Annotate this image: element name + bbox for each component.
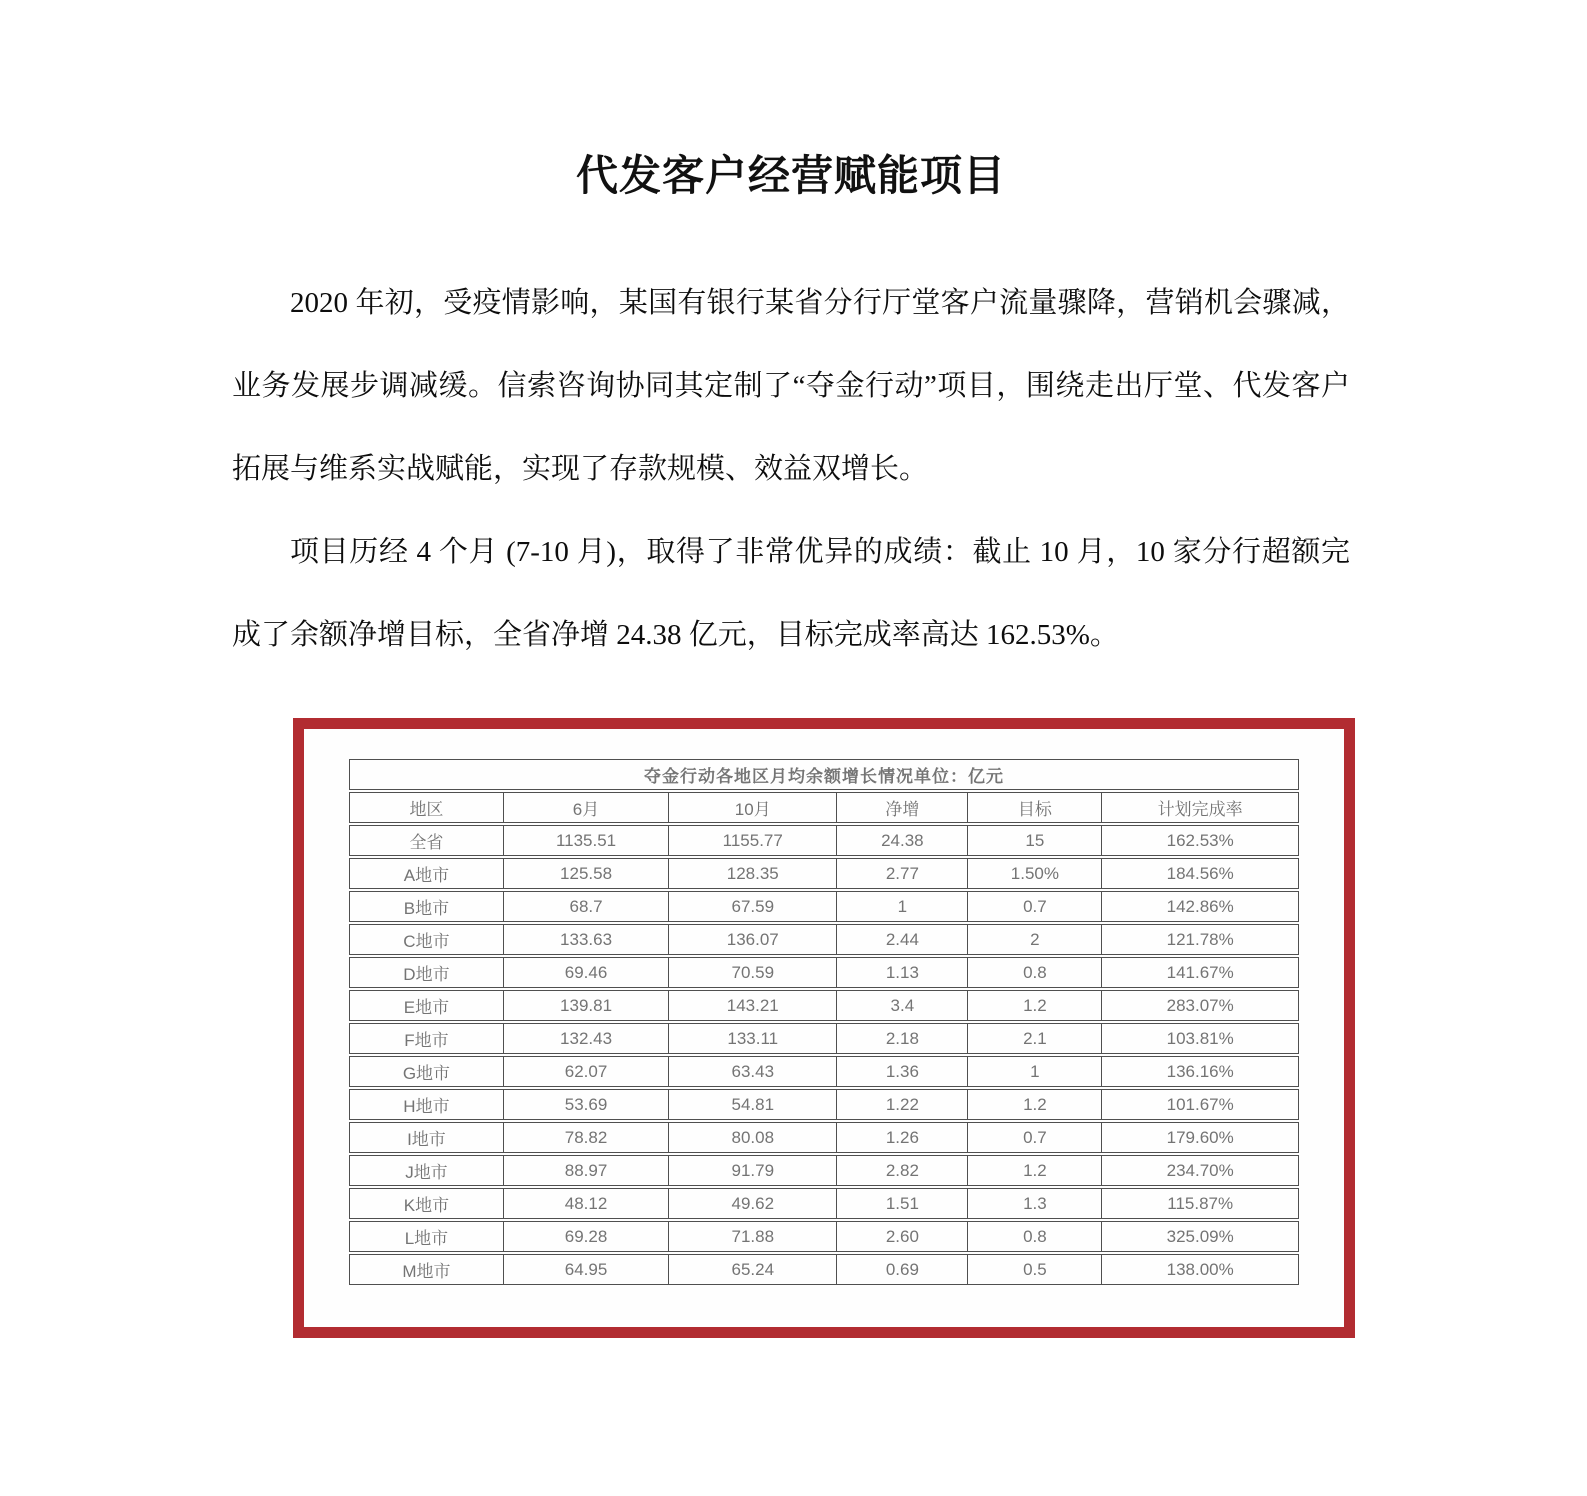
table-cell: 全省 [349, 825, 503, 856]
table-row [349, 1056, 1299, 1087]
column-header: 计划完成率 [1101, 792, 1299, 823]
table-cell: 133.11 [668, 1023, 836, 1054]
table-cell: 133.63 [503, 924, 668, 955]
table-cell: L地市 [349, 1221, 503, 1252]
table-row [349, 990, 1299, 1021]
table-cell: 2.18 [836, 1023, 967, 1054]
table-cell: 53.69 [503, 1089, 668, 1120]
table-row [349, 891, 1299, 922]
table-cell: 49.62 [668, 1188, 836, 1219]
table-cell: A地市 [349, 858, 503, 889]
table-cell: D地市 [349, 957, 503, 988]
table-cell: 128.35 [668, 858, 836, 889]
table-cell: 1.22 [836, 1089, 967, 1120]
table-cell: F地市 [349, 1023, 503, 1054]
table-cell: I地市 [349, 1122, 503, 1153]
table-cell: 0.7 [967, 1122, 1101, 1153]
table-cell: 68.7 [503, 891, 668, 922]
table-cell: 101.67% [1101, 1089, 1299, 1120]
table-cell: K地市 [349, 1188, 503, 1219]
page-title: 代发客户经营赋能项目 [575, 152, 1006, 199]
table-cell: 121.78% [1101, 924, 1299, 955]
table-cell: 91.79 [668, 1155, 836, 1186]
column-header: 10月 [668, 792, 836, 823]
table-cell: 63.43 [668, 1056, 836, 1087]
table-cell: 0.8 [967, 957, 1101, 988]
table-row [349, 1188, 1299, 1219]
paragraph-1: 2020 年初，受疫情影响，某国有银行某省分行厅堂客户流量骤降，营销机会骤减，业务发展步调减缓。信索咨询协同其定制了“夺金行动”项目，围绕走出厅堂、代发客户拓展与维系实战赋能，实现了存款规模、效益双增长。 [232, 287, 1350, 485]
table-cell: 1.51 [836, 1188, 967, 1219]
table-cell: 138.00% [1101, 1254, 1299, 1285]
table-cell: 1.2 [967, 1155, 1101, 1186]
table-cell: 48.12 [503, 1188, 668, 1219]
table-cell: 1.13 [836, 957, 967, 988]
table-cell: 283.07% [1101, 990, 1299, 1021]
table-cell: H地市 [349, 1089, 503, 1120]
table-cell: 115.87% [1101, 1188, 1299, 1219]
table-cell: 2.82 [836, 1155, 967, 1186]
table-cell: 179.60% [1101, 1122, 1299, 1153]
table-row [349, 1089, 1299, 1120]
table-cell: B地市 [349, 891, 503, 922]
table-cell: 325.09% [1101, 1221, 1299, 1252]
table-cell: 1 [967, 1056, 1101, 1087]
table-cell: 142.86% [1101, 891, 1299, 922]
table-cell: C地市 [349, 924, 503, 955]
column-header: 目标 [967, 792, 1101, 823]
table-row [349, 1155, 1299, 1186]
table-cell: 67.59 [668, 891, 836, 922]
table-cell: 0.8 [967, 1221, 1101, 1252]
table-cell: 62.07 [503, 1056, 668, 1087]
table-row [349, 1122, 1299, 1153]
figure-frame [293, 718, 1355, 1338]
table-cell: 71.88 [668, 1221, 836, 1252]
table-cell: 78.82 [503, 1122, 668, 1153]
table-cell: 2.1 [967, 1023, 1101, 1054]
table-cell: 132.43 [503, 1023, 668, 1054]
table-row [349, 924, 1299, 955]
table-row [349, 825, 1299, 856]
table-cell: 1.26 [836, 1122, 967, 1153]
table-cell: 54.81 [668, 1089, 836, 1120]
table-cell: 0.69 [836, 1254, 967, 1285]
table-cell: 88.97 [503, 1155, 668, 1186]
data-table [349, 757, 1299, 1287]
table-cell: 136.07 [668, 924, 836, 955]
table-cell: 64.95 [503, 1254, 668, 1285]
table-cell: 143.21 [668, 990, 836, 1021]
table-cell: 184.56% [1101, 858, 1299, 889]
table-cell: 65.24 [668, 1254, 836, 1285]
table-cell: 69.46 [503, 957, 668, 988]
table-cell: 1135.51 [503, 825, 668, 856]
table-cell: 2.44 [836, 924, 967, 955]
table-cell: E地市 [349, 990, 503, 1021]
document-page [232, 0, 1350, 677]
table-cell: 69.28 [503, 1221, 668, 1252]
table-cell: 1.2 [967, 1089, 1101, 1120]
paragraph-2: 项目历经 4 个月 (7-10 月)，取得了非常优异的成绩：截止 10 月，10 家分行超额完成了余额净增目标，全省净增 24.38 亿元，目标完成率高达 162.53%。 [232, 536, 1350, 651]
table-cell: J地市 [349, 1155, 503, 1186]
table-row [349, 858, 1299, 889]
table-cell: 70.59 [668, 957, 836, 988]
table-cell: 2 [967, 924, 1101, 955]
table-cell: 234.70% [1101, 1155, 1299, 1186]
table-row [349, 1221, 1299, 1252]
table-cell: 1.3 [967, 1188, 1101, 1219]
table-cell: 1155.77 [668, 825, 836, 856]
figure-inner [304, 729, 1344, 1287]
table-cell: 125.58 [503, 858, 668, 889]
column-header: 6月 [503, 792, 668, 823]
table-cell: 136.16% [1101, 1056, 1299, 1087]
table-cell: 0.5 [967, 1254, 1101, 1285]
table-cell: 1.36 [836, 1056, 967, 1087]
table-cell: 1.2 [967, 990, 1101, 1021]
table-cell: 141.67% [1101, 957, 1299, 988]
table-row [349, 1254, 1299, 1285]
table-row [349, 1023, 1299, 1054]
table-cell: 103.81% [1101, 1023, 1299, 1054]
table-cell: G地市 [349, 1056, 503, 1087]
table-header-row [349, 792, 1299, 823]
table-cell: 1 [836, 891, 967, 922]
table-title-row [349, 759, 1299, 790]
table-cell: 2.77 [836, 858, 967, 889]
body-text [232, 262, 1350, 677]
column-header: 净增 [836, 792, 967, 823]
table-cell: 2.60 [836, 1221, 967, 1252]
table-cell: 3.4 [836, 990, 967, 1021]
table-cell: 15 [967, 825, 1101, 856]
table-cell: 162.53% [1101, 825, 1299, 856]
table-cell: 24.38 [836, 825, 967, 856]
table-cell: M地市 [349, 1254, 503, 1285]
table-cell: 1.50% [967, 858, 1101, 889]
table-cell: 0.7 [967, 891, 1101, 922]
column-header: 地区 [349, 792, 503, 823]
table-title: 夺金行动各地区月均余额增长情况单位：亿元 [349, 759, 1299, 790]
table-row [349, 957, 1299, 988]
table-cell: 139.81 [503, 990, 668, 1021]
table-cell: 80.08 [668, 1122, 836, 1153]
